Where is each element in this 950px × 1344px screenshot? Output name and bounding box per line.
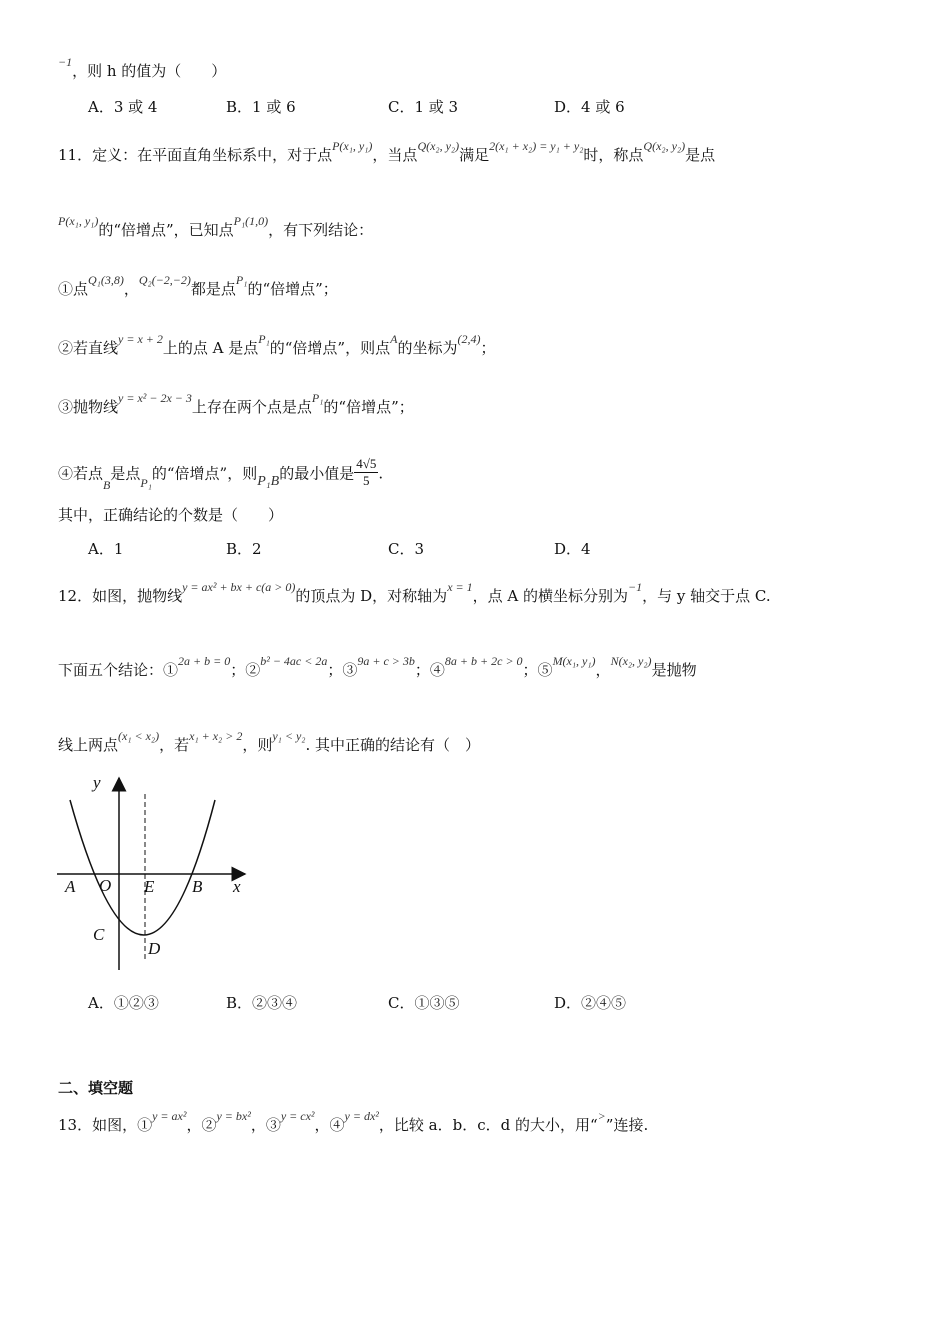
q12-stem-line2 — [58, 654, 697, 681]
math-expr: > — [597, 1109, 606, 1123]
point-a-label: A — [65, 877, 76, 896]
q11-text: ，当点 — [372, 146, 418, 164]
math-expr: A — [390, 332, 398, 346]
point-d-label: D — [148, 939, 161, 958]
y-axis-label: y — [93, 773, 101, 792]
q11-statement-2 — [58, 332, 496, 359]
q11-question: 其中，正确结论的个数是（ ） — [58, 506, 284, 524]
q13-text: ，③ — [250, 1116, 281, 1134]
q11-text: . — [378, 464, 384, 483]
q12-text: ；⑤ — [522, 661, 553, 679]
q13-text: ，④ — [314, 1116, 345, 1134]
q11-option-c: C．3 — [388, 540, 425, 558]
math-expr: P₁ — [311, 391, 324, 405]
q11-text: 的坐标为 — [397, 339, 458, 357]
q11-options — [88, 538, 788, 558]
math-expr: x₁ + x₂ > 2 — [189, 729, 243, 743]
q11-text: 的“倍增点”，则 — [151, 464, 258, 483]
math-expr: P₁ — [235, 273, 248, 287]
q12-text: ；④ — [414, 661, 445, 679]
math-expr: b² − 4ac < 2a — [260, 654, 328, 668]
q10-option-c: C．1 或 3 — [388, 98, 459, 116]
q12-stem-line3 — [58, 729, 480, 756]
q12-text: ，与 y 轴交于点 C. — [642, 587, 771, 605]
math-expr: P(x₁, y₁) — [58, 214, 99, 228]
q11-text: ③抛物线 — [58, 398, 119, 416]
q12-text: ，则 — [242, 736, 273, 754]
math-expr: B — [103, 477, 111, 492]
q11-text: 的“倍增点”； — [323, 398, 414, 416]
q13-stem — [58, 1109, 649, 1136]
point-b-label: B — [192, 877, 203, 896]
math-expr: y = dx² — [344, 1109, 379, 1123]
math-expr: (2,4) — [457, 332, 481, 346]
x-axis-label: x — [233, 877, 241, 896]
math-expr: y = cx² — [280, 1109, 315, 1123]
q11-text: 都是点 — [190, 280, 236, 298]
q12-text: 是抛物 — [651, 661, 697, 679]
q11-statement-3 — [58, 391, 414, 418]
q10-option-d: D．4 或 6 — [554, 98, 625, 116]
math-expr: Q₁(3,8) — [88, 273, 124, 287]
q11-text: 是点 — [110, 464, 141, 483]
q10-options — [88, 96, 788, 116]
q12-option-b: B．②③④ — [226, 994, 298, 1012]
q11-text: ， — [123, 280, 139, 298]
math-expr: 8a + b + 2c > 0 — [444, 654, 523, 668]
math-expr: Q(x₂, y₂) — [643, 139, 686, 153]
q11-text: 的“倍增点”，则点 — [269, 339, 391, 357]
q11-statement-1 — [58, 273, 338, 300]
math-expr: y = ax² — [152, 1109, 187, 1123]
q13-text: ，② — [186, 1116, 217, 1134]
fraction — [354, 456, 378, 489]
q12-text: 12．如图，抛物线 — [58, 587, 183, 605]
math-expr: P₁(1,0) — [233, 214, 269, 228]
math-expr: 2a + b = 0 — [178, 654, 231, 668]
q11-text: 时，称点 — [583, 146, 644, 164]
q12-text: ，点 A 的横坐标分别为 — [472, 587, 628, 605]
q12-text: 线上两点 — [58, 736, 119, 754]
q13-text: ”连接. — [605, 1116, 649, 1134]
q11-option-a: A．1 — [88, 540, 124, 558]
section-title: 二、填空题 — [58, 1079, 134, 1097]
q12-text: . 其中正确的结论有（ ） — [305, 736, 480, 754]
q11-text: 是点 — [685, 146, 716, 164]
math-expr: x = 1 — [447, 580, 473, 594]
math-expr: y = ax² + bx + c(a > 0) — [182, 580, 296, 594]
q11-text: 上的点 A 是点 — [162, 339, 259, 357]
q12-text: ；② — [230, 661, 261, 679]
point-e-label: E — [144, 877, 155, 896]
math-expr: Q(x₂, y₂) — [417, 139, 460, 153]
q12-text: ， — [595, 661, 611, 679]
q11-stem-line1 — [58, 139, 716, 166]
origin-label: O — [99, 876, 112, 895]
math-expr: −1 — [58, 55, 73, 69]
math-expr: P₁B — [257, 473, 280, 489]
q11-stem-line2 — [58, 214, 374, 241]
q13-text: ，比较 a．b．c．d 的大小，用“ — [378, 1116, 598, 1134]
point-c-label: C — [93, 925, 105, 944]
q11-text: ，有下列结论： — [268, 221, 374, 239]
math-expr: P₁ — [258, 332, 270, 346]
math-expr: Q₂(−2,−2) — [138, 273, 191, 287]
math-expr: 2(x₁ + x₂) = y₁ + y₂ — [489, 139, 584, 153]
q12-option-a: A．①②③ — [88, 994, 159, 1012]
q12-text: 下面五个结论：① — [58, 661, 179, 679]
q11-text: 的“倍增点”，已知点 — [98, 221, 234, 239]
math-expr: (x₁ < x₂) — [118, 729, 160, 743]
math-expr: y = bx² — [216, 1109, 251, 1123]
parabola-curve — [70, 800, 215, 935]
math-expr: y = x² − 2x − 3 — [118, 391, 192, 405]
math-expr: y = x + 2 — [118, 332, 163, 346]
fraction-denominator: 5 — [363, 473, 370, 488]
q11-option-b: B．2 — [226, 540, 262, 558]
q10-option-a: A．3 或 4 — [88, 98, 158, 116]
math-expr: y₁ < y₂ — [272, 729, 306, 743]
q12-text: 的顶点为 D，对称轴为 — [295, 587, 448, 605]
q12-text: ，若 — [159, 736, 190, 754]
q11-text: ②若直线 — [58, 339, 119, 357]
q12-text: ；③ — [327, 661, 358, 679]
fraction-numerator: 4√5 — [356, 456, 377, 471]
q11-label: 11．定义：在平面直角坐标系中，对于点 — [58, 146, 333, 164]
q11-text: ； — [480, 339, 496, 357]
q10-tail-text: ，则 h 的值为（ ） — [72, 62, 227, 80]
parabola-figure — [55, 770, 255, 975]
q10-option-b: B．1 或 6 — [226, 98, 296, 116]
q11-text: ④若点 — [58, 464, 104, 483]
q12-options — [88, 992, 788, 1012]
q12-stem-line1 — [58, 580, 771, 607]
math-expr: N(x₂, y₂) — [610, 654, 652, 668]
q11-text: 的最小值是 — [279, 464, 355, 483]
q11-text: 的“倍增点”； — [247, 280, 338, 298]
math-expr: M(x₁, y₁) — [552, 654, 596, 668]
math-expr: P(x₁, y₁) — [332, 139, 373, 153]
q11-text: ①点 — [58, 280, 89, 298]
q11-text: 上存在两个点是点 — [191, 398, 312, 416]
q11-text: 满足 — [459, 146, 490, 164]
q11-option-d: D．4 — [554, 540, 591, 558]
q12-option-d: D．②④⑤ — [554, 994, 627, 1012]
math-expr: P₁ — [140, 475, 152, 490]
q11-statement-4 — [58, 458, 383, 491]
q13-text: 13．如图，① — [58, 1116, 153, 1134]
math-expr: 9a + c > 3b — [357, 654, 415, 668]
math-expr: −1 — [628, 580, 643, 594]
q12-option-c: C．①③⑤ — [388, 994, 460, 1012]
q10-tail — [58, 55, 227, 82]
